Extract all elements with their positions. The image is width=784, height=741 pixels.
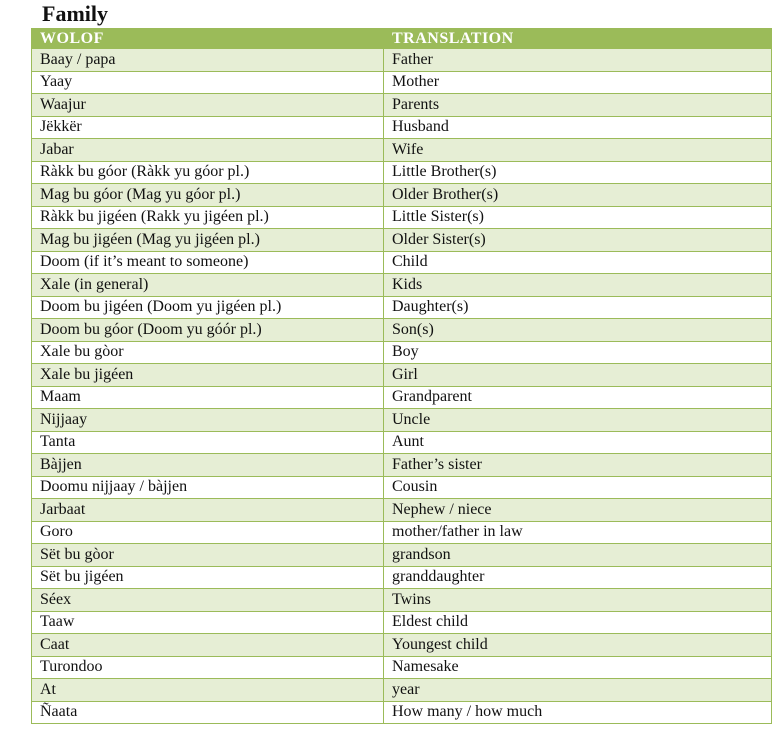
wolof-term-cell: Sët bu jigéen <box>32 566 384 589</box>
translation-cell: Mother <box>384 71 772 94</box>
wolof-term-cell: Ràkk bu jigéen (Rakk yu jigéen pl.) <box>32 206 384 229</box>
wolof-term-cell: Sët bu gòor <box>32 544 384 567</box>
table-row <box>32 116 772 139</box>
table-row <box>32 364 772 387</box>
translation-cell: mother/father in law <box>384 521 772 544</box>
translation-cell: grandson <box>384 544 772 567</box>
table-row <box>32 139 772 162</box>
table-row <box>32 431 772 454</box>
translation-cell: Cousin <box>384 476 772 499</box>
table-row <box>32 521 772 544</box>
table-row <box>32 499 772 522</box>
table-row <box>32 341 772 364</box>
table-header-row <box>32 29 772 49</box>
wolof-term-cell: Nijjaay <box>32 409 384 432</box>
translation-cell: Father’s sister <box>384 454 772 477</box>
table-row <box>32 161 772 184</box>
table-row <box>32 71 772 94</box>
wolof-term-cell: Xale (in general) <box>32 274 384 297</box>
translation-cell: Uncle <box>384 409 772 432</box>
wolof-term-cell: Doom (if it’s meant to someone) <box>32 251 384 274</box>
translation-cell: Father <box>384 49 772 72</box>
table-row <box>32 589 772 612</box>
wolof-term-cell: Goro <box>32 521 384 544</box>
table-row <box>32 251 772 274</box>
wolof-term-cell: Ràkk bu góor (Ràkk yu góor pl.) <box>32 161 384 184</box>
translation-cell: granddaughter <box>384 566 772 589</box>
wolof-term-cell: Jabar <box>32 139 384 162</box>
wolof-term-cell: At <box>32 679 384 702</box>
table-row <box>32 634 772 657</box>
wolof-term-cell: Jëkkër <box>32 116 384 139</box>
table-row <box>32 184 772 207</box>
wolof-term-cell: Mag bu góor (Mag yu góor pl.) <box>32 184 384 207</box>
table-row <box>32 206 772 229</box>
wolof-term-cell: Xale bu jigéen <box>32 364 384 387</box>
translation-cell: Nephew / niece <box>384 499 772 522</box>
table-row <box>32 476 772 499</box>
wolof-term-cell: Turondoo <box>32 656 384 679</box>
translation-cell: Wife <box>384 139 772 162</box>
wolof-term-cell: Mag bu jigéen (Mag yu jigéen pl.) <box>32 229 384 252</box>
table-row <box>32 656 772 679</box>
table-row <box>32 679 772 702</box>
wolof-term-cell: Doom bu jigéen (Doom yu jigéen pl.) <box>32 296 384 319</box>
translation-cell: Husband <box>384 116 772 139</box>
wolof-term-cell: Maam <box>32 386 384 409</box>
translation-cell: year <box>384 679 772 702</box>
wolof-term-cell: Jarbaat <box>32 499 384 522</box>
vocabulary-table <box>31 28 772 724</box>
wolof-term-cell: Séex <box>32 589 384 612</box>
wolof-term-cell: Doomu nijjaay / bàjjen <box>32 476 384 499</box>
wolof-term-cell: Yaay <box>32 71 384 94</box>
translation-cell: Girl <box>384 364 772 387</box>
table-row <box>32 701 772 724</box>
table-row <box>32 386 772 409</box>
wolof-term-cell: Taaw <box>32 611 384 634</box>
table-row <box>32 409 772 432</box>
translation-cell: Eldest child <box>384 611 772 634</box>
table-row <box>32 94 772 117</box>
wolof-term-cell: Ñaata <box>32 701 384 724</box>
translation-cell: Boy <box>384 341 772 364</box>
table-row <box>32 319 772 342</box>
wolof-term-cell: Xale bu gòor <box>32 341 384 364</box>
table-row <box>32 611 772 634</box>
translation-cell: Kids <box>384 274 772 297</box>
translation-cell: Parents <box>384 94 772 117</box>
wolof-term-cell: Baay / papa <box>32 49 384 72</box>
table-row <box>32 229 772 252</box>
table-row <box>32 454 772 477</box>
wolof-term-cell: Tanta <box>32 431 384 454</box>
translation-cell: Twins <box>384 589 772 612</box>
table-row <box>32 544 772 567</box>
translation-cell: Little Brother(s) <box>384 161 772 184</box>
translation-cell: Little Sister(s) <box>384 206 772 229</box>
wolof-term-cell: Caat <box>32 634 384 657</box>
translation-cell: Child <box>384 251 772 274</box>
translation-cell: Older Sister(s) <box>384 229 772 252</box>
translation-cell: How many / how much <box>384 701 772 724</box>
translation-cell: Daughter(s) <box>384 296 772 319</box>
translation-cell: Namesake <box>384 656 772 679</box>
translation-cell: Aunt <box>384 431 772 454</box>
translation-cell: Grandparent <box>384 386 772 409</box>
wolof-term-cell: Doom bu góor (Doom yu góór pl.) <box>32 319 384 342</box>
table-row <box>32 296 772 319</box>
translation-cell: Older Brother(s) <box>384 184 772 207</box>
translation-cell: Son(s) <box>384 319 772 342</box>
section-title: Family <box>42 1 108 26</box>
table-row <box>32 566 772 589</box>
wolof-term-cell: Waajur <box>32 94 384 117</box>
column-header-translation: TRANSLATION <box>384 29 772 49</box>
wolof-term-cell: Bàjjen <box>32 454 384 477</box>
translation-cell: Youngest child <box>384 634 772 657</box>
column-header-wolof: WOLOF <box>32 29 384 49</box>
table-row <box>32 49 772 72</box>
table-row <box>32 274 772 297</box>
